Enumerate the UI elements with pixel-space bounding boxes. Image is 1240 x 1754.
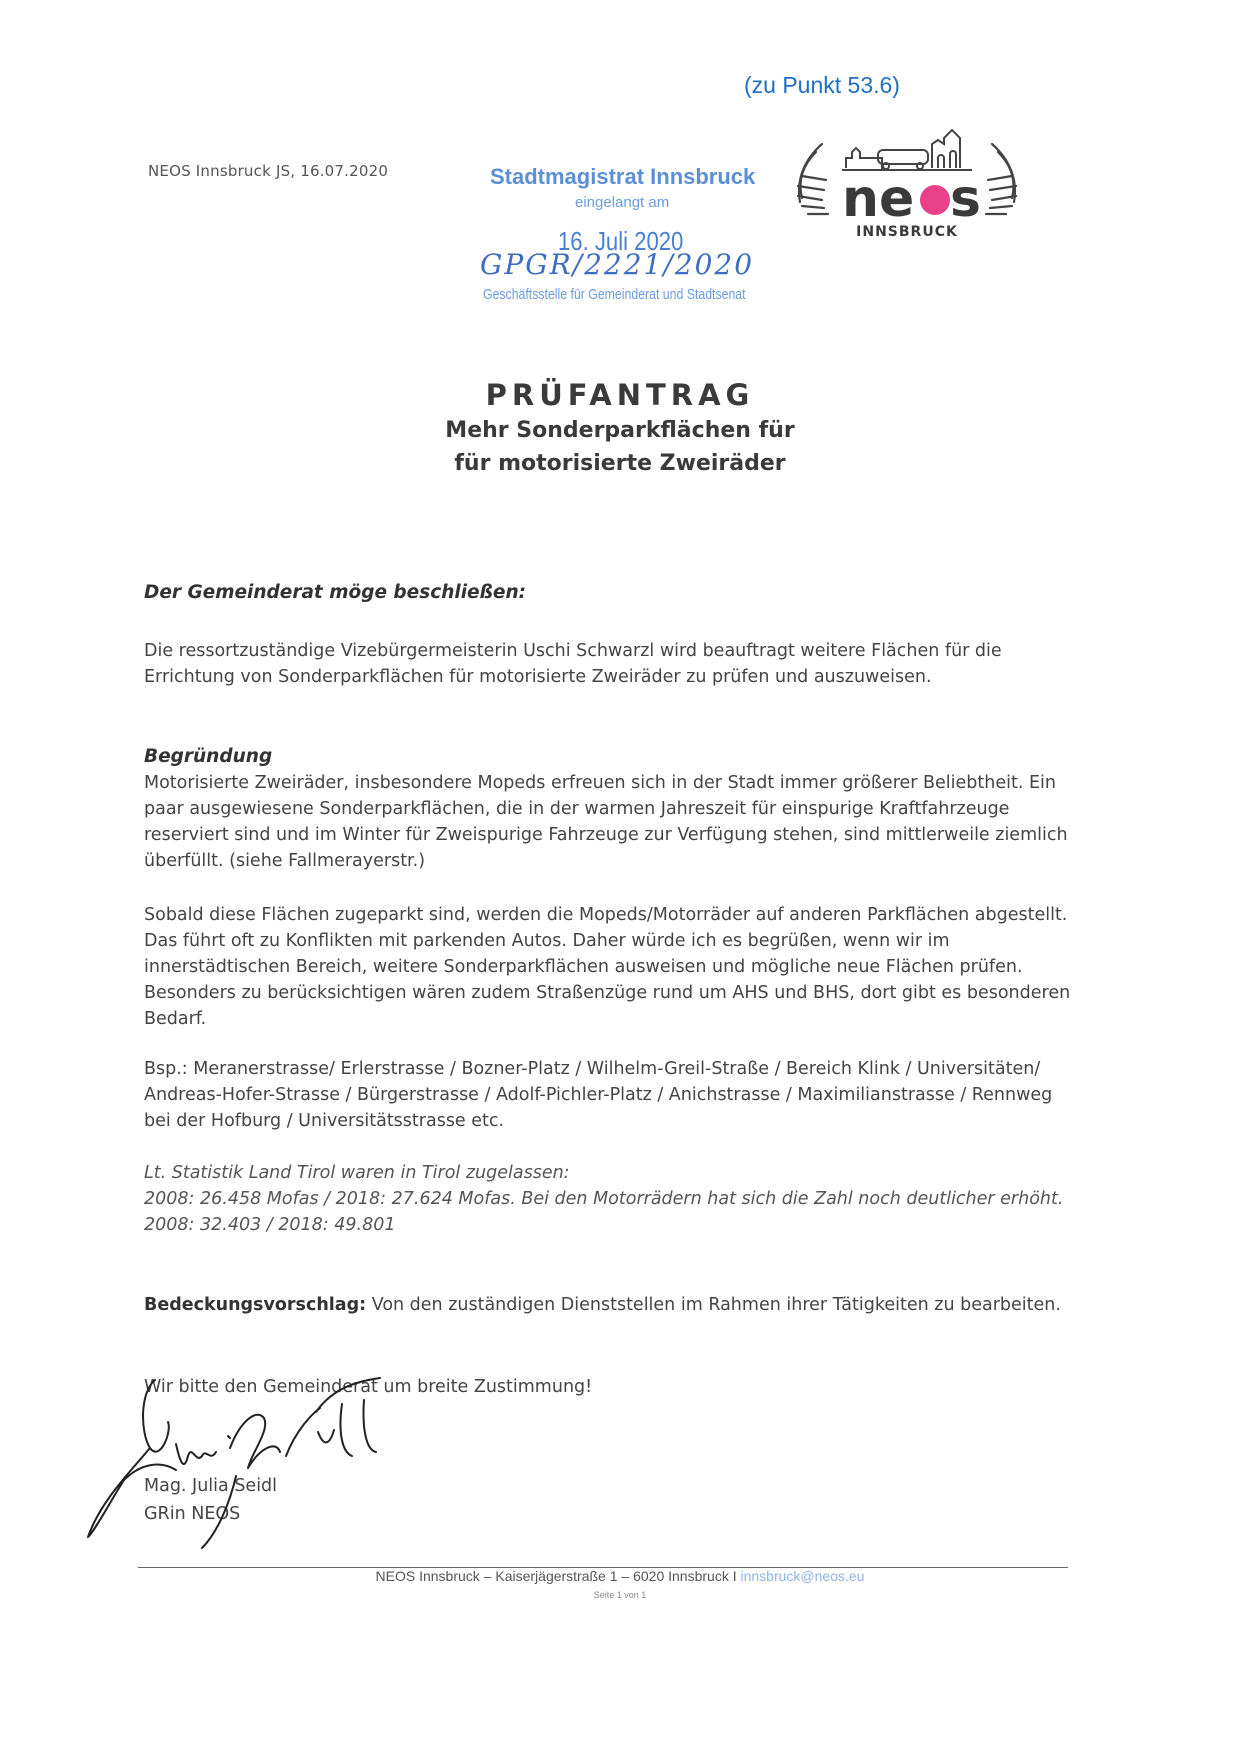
justification-heading: Begründung — [144, 746, 273, 767]
closing-sentence: Wir bitte den Gemeinderat um breite Zustimmung! — [144, 1377, 593, 1397]
footer-email-link[interactable]: innsbruck@neos.eu — [740, 1568, 865, 1584]
neos-logo — [782, 122, 1032, 242]
justification-paragraph-1: Motorisierte Zweiräder, insbesondere Mopeds erfreuen sich in der Stadt immer größerer Beliebtheit. Ein paar ausgewiesene Sonderparkflächen, die in der warmen Jahreszeit für einspurige Kraftfahrzeuge reserviert sind und im Winter für Zweispurige Fahrzeuge zur Verfügung stehen, sind mittlerweile ziemlich überfüllt. (siehe Fallmerayerstr.) — [144, 773, 1068, 871]
sender-line: NEOS Innsbruck JS, 16.07.2020 — [148, 162, 389, 180]
title-line-2: für motorisierte Zweiräder — [454, 451, 786, 476]
right-wing-icon — [986, 144, 1016, 214]
stamp-file-number: GPGR/2221/2020 — [480, 248, 755, 281]
document-type: PRÜFANTRAG — [485, 378, 755, 412]
stamp-date: 16. Juli 2020 — [558, 226, 684, 256]
stamp-received-label: eingelangt am — [575, 194, 670, 211]
stamp-office: Stadtmagistrat Innsbruck — [490, 164, 756, 189]
signatory-role: GRin NEOS — [144, 1504, 241, 1524]
title-line-1: Mehr Sonderparkflächen für — [445, 418, 795, 443]
signatory-name: Mag. Julia Seidl — [144, 1476, 278, 1496]
signature-graphic — [80, 1352, 440, 1552]
coverage-label: Bedeckungsvorschlag: — [144, 1295, 367, 1315]
statistics-values: 2008: 26.458 Mofas / 2018: 27.624 Mofas. Bei den Motorrädern hat sich die Zahl noch deutlicher erhöht. 2008: 32.403 / 2018: 49.801 — [144, 1189, 1064, 1235]
left-wing-icon — [798, 144, 828, 214]
footer-address: NEOS Innsbruck – Kaiserjägerstraße 1 – 6020 Innsbruck I — [375, 1568, 741, 1584]
handwritten-signature — [80, 1352, 440, 1552]
neos-pink-dot-icon — [920, 185, 950, 215]
neos-wordmark-s: s — [950, 169, 981, 229]
received-stamp — [480, 160, 770, 310]
neos-wordmark-ne: ne — [842, 169, 915, 229]
coverage-proposal — [144, 1292, 1104, 1318]
neos-logo-graphic — [782, 122, 1032, 242]
stamp-department: Geschäftsstelle für Gemeinderat und Stadtsenat — [483, 286, 746, 303]
resolution-text: Die ressortzuständige Vizebürgermeisterin Uschi Schwarzl wird beauftragt weitere Flächen für die Errichtung von Sonderparkflächen für motorisierte Zweiräder zu prüfen und auszuweisen. — [144, 641, 1002, 687]
justification-paragraph-2: Sobald diese Flächen zugeparkt sind, werden die Mopeds/Motorräder auf anderen Parkflächen abgestellt. Das führt oft zu Konflikten mit parkenden Autos. Daher würde ich es begrüßen, wenn wir im innerstädtischen Bereich, weitere Sonderparkflächen ausweisen und mögliche neue Flächen prüfen. Besonders zu berücksichtigen wären zudem Straßenzüge rund um AHS und BHS, dort gibt es besonderen Bedarf. — [144, 905, 1071, 1029]
agenda-reference: (zu Punkt 53.6) — [744, 72, 900, 98]
resolution-heading: Der Gemeinderat möge beschließen: — [144, 582, 527, 603]
footer-address-line — [0, 1568, 1240, 1584]
statistics-intro: Lt. Statistik Land Tirol waren in Tirol zugelassen: — [144, 1163, 570, 1183]
page-number: Seite 1 von 1 — [593, 1590, 647, 1600]
city-skyline-icon — [842, 130, 972, 170]
logo-city: INNSBRUCK — [856, 224, 958, 240]
coverage-text: Von den zuständigen Dienststellen im Rahmen ihrer Tätigkeiten zu bearbeiten. — [371, 1295, 1061, 1315]
street-examples: Bsp.: Meranerstrasse/ Erlerstrasse / Bozner-Platz / Wilhelm-Greil-Straße / Bereich Klink / Universitäten/ Andreas-Hofer-Strasse / Bürgerstrasse / Adolf-Pichler-Platz / Anichstrasse / Maximilianstrasse / Rennweg bei der Hofburg / Universitätsstrasse etc. — [144, 1059, 1053, 1131]
